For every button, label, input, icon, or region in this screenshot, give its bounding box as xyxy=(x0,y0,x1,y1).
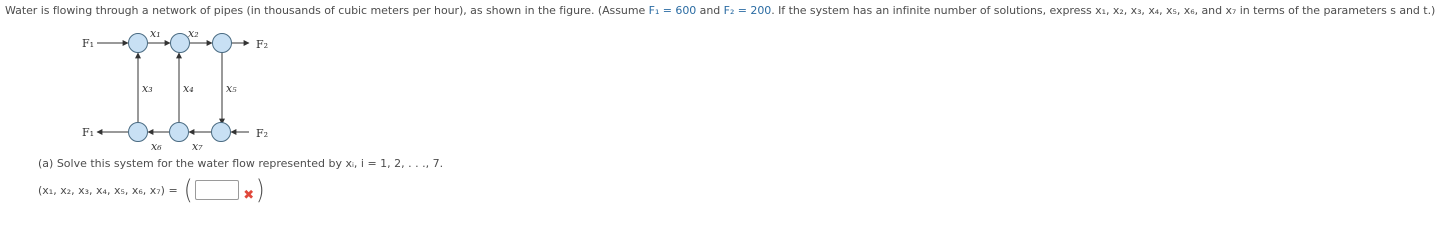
label-x7: x₇ xyxy=(192,140,203,153)
label-x2: x₂ xyxy=(188,27,199,40)
f2-value: F₂ = 200 xyxy=(723,4,772,17)
label-f2-bottom: F₂ xyxy=(256,127,269,140)
label-x1: x₁ xyxy=(150,27,161,40)
node-bottom-2 xyxy=(170,123,189,142)
answer-lhs: (x₁, x₂, x₃, x₄, x₅, x₆, x₇) = xyxy=(38,183,178,197)
open-paren: ( xyxy=(183,174,193,206)
pipe-network-figure xyxy=(0,22,300,152)
part-a-question: (a) Solve this system for the water flow represented by xᵢ, i = 1, 2, . . ., 7. xyxy=(38,157,444,170)
problem-statement xyxy=(5,4,1435,17)
prompt-text-2: and xyxy=(696,4,724,17)
label-f2-top: F₂ xyxy=(256,38,269,51)
incorrect-icon: ✖ xyxy=(243,187,255,203)
node-top-2 xyxy=(171,34,190,53)
label-x3: x₃ xyxy=(142,82,153,95)
label-x5: x₅ xyxy=(226,82,237,95)
f1-value: F₁ = 600 xyxy=(648,4,697,17)
node-top-3 xyxy=(213,34,232,53)
label-x6: x₆ xyxy=(151,140,162,153)
answer-input[interactable] xyxy=(195,180,239,200)
node-bottom-3 xyxy=(212,123,231,142)
close-paren: ) xyxy=(255,174,265,206)
label-f1-bottom: F₁ xyxy=(82,126,95,139)
label-x4: x₄ xyxy=(183,82,194,95)
node-top-1 xyxy=(129,34,148,53)
prompt-text-1: Water is flowing through a network of pipes (in thousands of cubic meters per hour), as shown in the figure. (Assume xyxy=(5,4,649,17)
answer-row xyxy=(38,175,266,205)
label-f1-top: F₁ xyxy=(82,37,95,50)
node-bottom-1 xyxy=(129,123,148,142)
prompt-text-3: . If the system has an infinite number of solutions, express x₁, x₂, x₃, x₄, x₅, x₆, and x₇ in terms of the parameters s and t.) xyxy=(771,4,1435,17)
